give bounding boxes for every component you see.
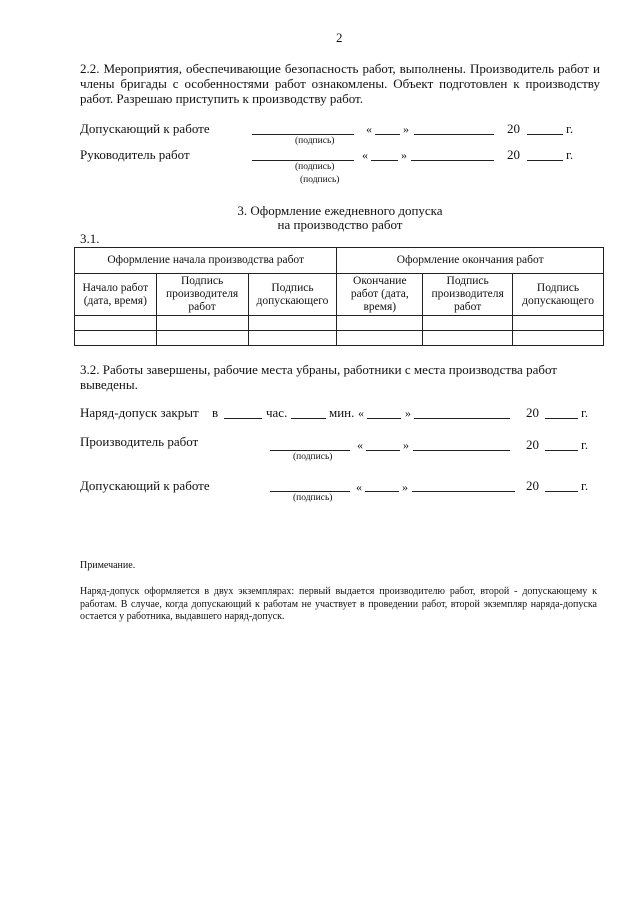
section-2-2-text: 2.2. Мероприятия, обеспечивающие безопасность работ, выполнены. Производитель работ и члены бригады с особенностями работ ознакомлены. Объект подготовлен к производству работ. Разрешаю приступить к производству работ. <box>80 61 600 106</box>
group-header-start: Оформление начала производства работ <box>75 248 337 274</box>
group-header-end: Оформление окончания работ <box>337 248 604 274</box>
col-header-admitting-signature: Подпись допускающего <box>248 274 337 316</box>
quote-close: » <box>402 480 408 494</box>
table-cell[interactable] <box>75 331 157 346</box>
table-cell[interactable] <box>423 331 513 346</box>
year-prefix: 20 <box>526 478 539 493</box>
closed-year-field[interactable] <box>545 418 578 419</box>
section-3-1-label: 3.1. <box>80 231 100 246</box>
hours-word: час. <box>266 405 288 420</box>
admitting-signature-line[interactable] <box>252 134 354 135</box>
signature-hint: (подпись) <box>293 493 333 503</box>
manager-signature-line[interactable] <box>252 160 354 161</box>
table-cell[interactable] <box>248 331 337 346</box>
at-word: в <box>212 405 219 420</box>
signature-hint: (подпись) <box>295 136 335 146</box>
admitting-label: Допускающий к работе <box>80 121 210 136</box>
minutes-word: мин. <box>329 405 355 420</box>
signature-hint: (подпись) <box>293 452 333 462</box>
table-cell[interactable] <box>156 316 248 331</box>
closing-manager-day-field[interactable] <box>366 450 400 451</box>
table-cell[interactable] <box>156 331 248 346</box>
year-suffix: г. <box>581 437 589 452</box>
table-cell[interactable] <box>75 316 157 331</box>
closing-manager-month-field[interactable] <box>413 450 510 451</box>
hours-field[interactable] <box>224 418 262 419</box>
quote-close: » <box>401 148 407 162</box>
section-3-title: 3. Оформление ежедневного допуска <box>237 203 443 218</box>
col-header-manager-signature: Подпись производителя работ <box>156 274 248 316</box>
year-suffix: г. <box>566 121 574 136</box>
quote-close: » <box>405 406 411 420</box>
col-header-manager-signature-end: Подпись производителя работ <box>423 274 513 316</box>
quote-open: « <box>358 406 364 420</box>
signature-hint: (подпись) <box>295 162 335 172</box>
closing-manager-year-field[interactable] <box>545 450 578 451</box>
note-text: Наряд-допуск оформляется в двух экземплярах: первый выдается производителю работ, второй - допускающему к работам. В случае, когда допускающий к работам не участвует в проведении работ, второй экземпляр наряда-допуска остается у работника, выдавшего наряд-допуск. <box>80 586 597 622</box>
manager-year-field[interactable] <box>527 160 563 161</box>
table-cell[interactable] <box>513 316 604 331</box>
col-header-end-time: Окончание работ (дата, время) <box>337 274 423 316</box>
manager-day-field[interactable] <box>371 160 398 161</box>
note-title: Примечание. <box>80 560 136 571</box>
year-prefix: 20 <box>507 147 520 162</box>
table-cell[interactable] <box>423 316 513 331</box>
section-3-2-text: 3.2. Работы завершены, рабочие места убраны, работники с места производства работ выведены. <box>80 362 557 392</box>
closed-day-field[interactable] <box>367 418 401 419</box>
col-header-start-time: Начало работ (дата, время) <box>75 274 157 316</box>
table-cell[interactable] <box>337 331 423 346</box>
year-prefix: 20 <box>526 437 539 452</box>
table-cell[interactable] <box>248 316 337 331</box>
manager-month-field[interactable] <box>411 160 494 161</box>
year-suffix: г. <box>581 478 589 493</box>
quote-close: » <box>403 438 409 452</box>
closing-manager-signature-line[interactable] <box>270 450 350 451</box>
manager-label: Руководитель работ <box>80 147 190 162</box>
col-header-admitting-signature-end: Подпись допускающего <box>513 274 604 316</box>
closing-manager-label: Производитель работ <box>80 434 199 449</box>
quote-open: « <box>357 438 363 452</box>
admitting-day-field[interactable] <box>375 134 400 135</box>
signature-hint: (подпись) <box>300 175 340 185</box>
closing-admitting-label: Допускающий к работе <box>80 478 210 493</box>
admitting-month-field[interactable] <box>414 134 494 135</box>
closing-admitting-day-field[interactable] <box>365 491 399 492</box>
quote-open: « <box>356 480 362 494</box>
section-3-subtitle: на производство работ <box>277 217 403 232</box>
closing-admitting-month-field[interactable] <box>412 491 515 492</box>
year-suffix: г. <box>566 147 574 162</box>
year-suffix: г. <box>581 405 589 420</box>
quote-open: « <box>362 148 368 162</box>
daily-admission-table <box>74 247 604 346</box>
minutes-field[interactable] <box>291 418 326 419</box>
closing-admitting-signature-line[interactable] <box>270 491 350 492</box>
admitting-year-field[interactable] <box>527 134 563 135</box>
year-prefix: 20 <box>507 121 520 136</box>
closing-admitting-year-field[interactable] <box>545 491 578 492</box>
year-prefix: 20 <box>526 405 539 420</box>
permit-closed-label: Наряд-допуск закрыт <box>80 405 199 420</box>
table-cell[interactable] <box>337 316 423 331</box>
table-cell[interactable] <box>513 331 604 346</box>
closed-month-field[interactable] <box>414 418 510 419</box>
quote-close: » <box>403 122 409 136</box>
quote-open: « <box>366 122 372 136</box>
page-number: 2 <box>336 30 343 45</box>
